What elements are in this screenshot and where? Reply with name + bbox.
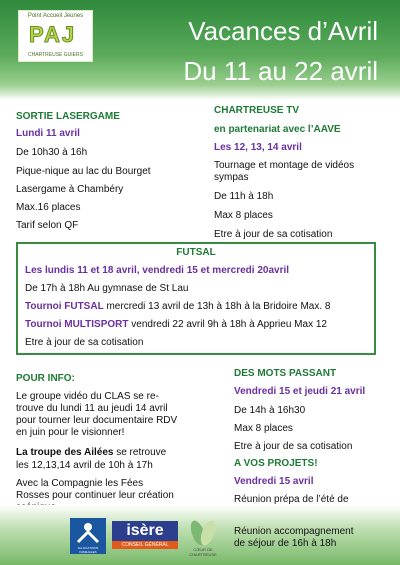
lasergame-heading: SORTIE LASERGAME: [16, 111, 120, 122]
mots-passant-line: De 14h à 16h30: [234, 405, 306, 416]
mots-passant-dates: Vendredi 15 et jeudi 21 avril: [234, 386, 366, 397]
lasergame-line: Tarif selon QF: [16, 220, 79, 231]
lasergame-line: Pique-nique au lac du Bourget: [16, 166, 151, 177]
projets-line: Réunion prépa de l’été de: [234, 494, 349, 505]
lasergame-line: Lasergame à Chambéry: [16, 184, 124, 195]
chartreuse-tv-line: Max 8 places: [214, 210, 273, 221]
caf-logo-text: ALLOCATIONS FAMILIALES: [77, 546, 99, 554]
isere-logo: [112, 521, 178, 549]
cdc-logo-text: CŒUR DE CHARTREUSE: [189, 547, 217, 557]
lasergame-date: Lundi 11 avril: [16, 128, 80, 139]
troupe-name: La troupe des Ailées: [16, 447, 114, 458]
futsal-cotisation: Etre à jour de sa cotisation: [25, 337, 144, 348]
caf-figure-icon: [70, 518, 106, 546]
futsal-heading: FUTSAL: [176, 247, 216, 258]
mots-passant-heading: DES MOTS PASSANT: [234, 368, 337, 379]
chartreuse-tv-partner: en partenariat avec l’AAVE: [214, 124, 341, 135]
info-line: Le groupe vidéo du CLAS se re-: [16, 391, 159, 402]
info-line: Avec la Compagnie les Fées: [16, 478, 144, 489]
chartreuse-tv-desc: sympas: [214, 172, 249, 183]
futsal-tournoi: [25, 301, 330, 312]
multisport-tournoi: [25, 319, 327, 330]
info-line: pour tourner leur documentaire RDV: [16, 415, 178, 426]
isere-word: isère: [112, 521, 178, 541]
paj-logo: [18, 10, 93, 62]
info-troupe-line: [16, 447, 166, 458]
tournoi-futsal-label: Tournoi FUTSAL: [25, 301, 104, 312]
projets-date: Vendredi 15 avril: [234, 476, 314, 487]
isere-sub: CONSEIL GÉNÉRAL: [112, 541, 178, 549]
page-subtitle: Du 11 au 22 avril: [183, 56, 378, 86]
info-line: trouve du lundi 11 au jeudi 14 avril: [16, 403, 168, 414]
coeur-de-chartreuse-logo: [182, 517, 224, 555]
futsal-box: [16, 242, 376, 355]
chartreuse-tv-line: De 11h à 18h: [214, 191, 274, 202]
mots-passant-line: Max 8 places: [234, 423, 293, 434]
logo-main-text: PAJ: [29, 22, 77, 47]
lasergame-line: De 10h30 à 16h: [16, 147, 88, 158]
mots-passant-line: Etre à jour de sa cotisation: [234, 441, 353, 452]
info-paragraph: [16, 391, 177, 439]
tournoi-multisport-text: vendredi 22 avril 9h à 18h à Apprieu Max 12: [128, 319, 327, 330]
page-title: Vacances d’Avril: [188, 16, 378, 46]
logo-top-text: Point Accueil Jeunes: [27, 13, 84, 19]
info-heading: POUR INFO:: [16, 373, 75, 384]
info-troupe-dates: les 12,13,14 avril de 10h à 17h: [16, 460, 153, 471]
caf-logo: [70, 518, 106, 554]
futsal-dates: Les lundis 11 et 18 avril, vendredi 15 et mercredi 20avril: [25, 265, 290, 276]
header-banner: [0, 0, 400, 100]
leaf-icon: [182, 517, 224, 547]
futsal-place: De 17h à 18h Au gymnase de St Lau: [25, 283, 189, 294]
chartreuse-tv-desc: Tournage et montage de vidéos: [214, 160, 355, 171]
lasergame-line: Max.16 places: [16, 202, 81, 213]
projets-line: Réunion accompagnement: [234, 526, 354, 537]
info-line: en juin pour le visionner!: [16, 427, 125, 438]
tournoi-futsal-text: mercredi 13 avril de 13h à 18h à la Bridoire Max. 8: [103, 301, 331, 312]
projets-heading: A VOS PROJETS!: [234, 458, 318, 469]
chartreuse-tv-line: Etre à jour de sa cotisation: [214, 229, 333, 240]
logo-bottom-text: CHARTREUSE GUIERS: [28, 52, 83, 58]
troupe-text: se retrouve: [113, 447, 167, 458]
projets-reunion-accompagnement: [234, 526, 354, 550]
chartreuse-tv-heading: CHARTREUSE TV: [214, 105, 300, 116]
chartreuse-tv-dates: Les 12, 13, 14 avril: [214, 142, 302, 153]
projets-line: de séjour de 16h à 18h: [234, 538, 337, 549]
tournoi-multisport-label: Tournoi MULTISPORT: [25, 319, 129, 330]
info-line: Rosses pour continuer leur création: [16, 490, 174, 501]
